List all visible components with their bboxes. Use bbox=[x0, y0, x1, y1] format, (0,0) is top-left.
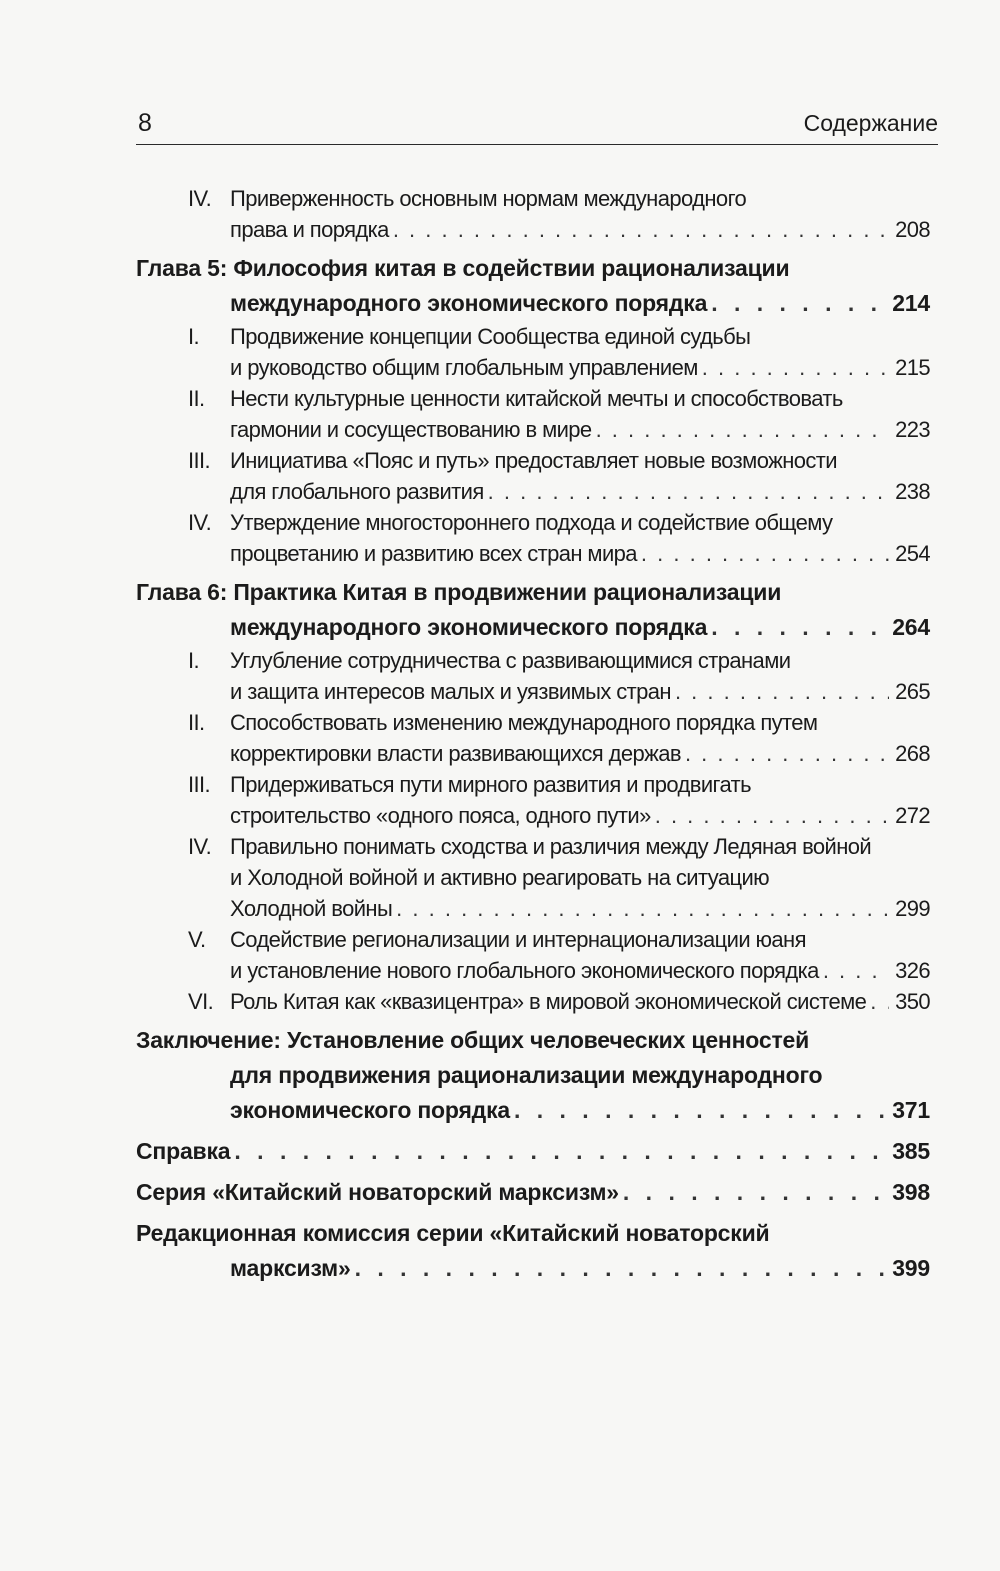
entry-title-text: для глобального развития bbox=[230, 479, 484, 504]
toc-section-entry[interactable] bbox=[136, 924, 930, 986]
dot-leader bbox=[870, 986, 889, 1017]
entry-line bbox=[230, 645, 930, 676]
dot-leader bbox=[596, 414, 890, 445]
entry-title-text: и руководство общим глобальным управлением bbox=[230, 355, 698, 380]
entry-line bbox=[230, 831, 930, 862]
toc-section-entry[interactable] bbox=[136, 831, 930, 924]
toc-section-entry[interactable] bbox=[136, 383, 930, 445]
dot-leader bbox=[488, 476, 889, 507]
entry-title-text: процветанию и развитию всех стран мира bbox=[230, 541, 637, 566]
toc-chapter-entry[interactable] bbox=[136, 1216, 930, 1286]
section-number: IV. bbox=[188, 186, 212, 211]
entry-title-text: экономического порядка bbox=[230, 1097, 510, 1123]
section-number: III. bbox=[188, 448, 211, 473]
toc-chapter-entry[interactable] bbox=[136, 251, 930, 321]
entry-line bbox=[230, 507, 930, 538]
entry-title-text: Способствовать изменению международного порядка путем bbox=[230, 710, 818, 735]
dot-leader bbox=[711, 610, 886, 645]
toc-chapter-entry[interactable] bbox=[136, 1175, 930, 1210]
dot-leader bbox=[355, 1251, 887, 1286]
entry-title-text: Справка bbox=[136, 1138, 231, 1164]
section-number: III. bbox=[188, 772, 211, 797]
page-reference: 208 bbox=[895, 217, 930, 242]
entry-title-text: Редакционная комиссия серии «Китайский новаторский bbox=[136, 1220, 770, 1246]
entry-title-text: строительство «одного пояса, одного пути» bbox=[230, 803, 651, 828]
table-of-contents bbox=[136, 183, 930, 1286]
entry-line bbox=[230, 352, 930, 383]
entry-title-text: марксизм» bbox=[230, 1255, 351, 1281]
entry-title-text: и защита интересов малых и уязвимых стран bbox=[230, 679, 671, 704]
page-reference: 268 bbox=[895, 741, 930, 766]
toc-section-entry[interactable] bbox=[136, 645, 930, 707]
dot-leader bbox=[655, 800, 889, 831]
entry-title-text: Глава 5: Философия китая в содействии рационализации bbox=[136, 255, 790, 281]
entry-line bbox=[230, 383, 930, 414]
toc-section-entry[interactable] bbox=[136, 507, 930, 569]
entry-title-text: Нести культурные ценности китайской мечты и способствовать bbox=[230, 386, 843, 411]
entry-line bbox=[230, 214, 930, 245]
entry-title-text: права и порядка bbox=[230, 217, 389, 242]
dot-leader bbox=[623, 1175, 886, 1210]
dot-leader bbox=[641, 538, 889, 569]
entry-title-text: для продвижения рационализации международного bbox=[230, 1062, 823, 1088]
page-reference: 299 bbox=[895, 896, 930, 921]
running-title: Содержание bbox=[803, 110, 938, 136]
dot-leader bbox=[685, 738, 889, 769]
toc-section-entry[interactable] bbox=[136, 445, 930, 507]
entry-title-text: Утверждение многостороннего подхода и содействие общему bbox=[230, 510, 833, 535]
page-reference: 223 bbox=[895, 417, 930, 442]
entry-line bbox=[230, 610, 930, 645]
page-reference: 371 bbox=[892, 1097, 930, 1123]
entry-title-text: корректировки власти развивающихся держав bbox=[230, 741, 681, 766]
entry-title-text: Содействие регионализации и интернационализации юаня bbox=[230, 927, 806, 952]
section-number: I. bbox=[188, 324, 200, 349]
entry-line bbox=[230, 1093, 930, 1128]
page-number: 8 bbox=[138, 109, 152, 137]
toc-chapter-entry[interactable] bbox=[136, 1134, 930, 1169]
page-reference: 238 bbox=[895, 479, 930, 504]
dot-leader bbox=[702, 352, 889, 383]
toc-section-entry[interactable] bbox=[136, 183, 930, 245]
entry-line bbox=[230, 986, 930, 1017]
page-reference: 214 bbox=[892, 290, 930, 316]
page-reference: 385 bbox=[892, 1138, 930, 1164]
entry-line bbox=[136, 575, 930, 610]
entry-title-text: гармонии и сосуществованию в мире bbox=[230, 417, 592, 442]
dot-leader bbox=[823, 955, 889, 986]
entry-title-text: международного экономического порядка bbox=[230, 290, 708, 316]
entry-line bbox=[230, 476, 930, 507]
entry-line bbox=[230, 538, 930, 569]
page-reference: 350 bbox=[895, 989, 930, 1014]
entry-line bbox=[230, 862, 930, 893]
dot-leader bbox=[393, 214, 889, 245]
entry-line bbox=[230, 924, 930, 955]
entry-line bbox=[230, 414, 930, 445]
section-number: II. bbox=[188, 710, 205, 735]
entry-line bbox=[230, 676, 930, 707]
dot-leader bbox=[711, 286, 886, 321]
entry-line bbox=[230, 893, 930, 924]
entry-line bbox=[230, 183, 930, 214]
section-number: VI. bbox=[188, 989, 214, 1014]
entry-line bbox=[230, 1058, 930, 1093]
entry-title-text: Инициатива «Пояс и путь» предоставляет новые возможности bbox=[230, 448, 837, 473]
page-reference: 399 bbox=[892, 1255, 930, 1281]
dot-leader bbox=[396, 893, 889, 924]
entry-title-text: и Холодной войной и активно реагировать на ситуацию bbox=[230, 865, 770, 890]
page-reference: 326 bbox=[895, 958, 930, 983]
entry-title-text: Продвижение концепции Сообщества единой судьбы bbox=[230, 324, 751, 349]
section-number: IV. bbox=[188, 510, 212, 535]
entry-line bbox=[230, 1251, 930, 1286]
section-number: II. bbox=[188, 386, 205, 411]
entry-line bbox=[136, 251, 930, 286]
entry-title-text: Углубление сотрудничества с развивающимися странами bbox=[230, 648, 791, 673]
entry-title-text: и установление нового глобального экономического порядка bbox=[230, 958, 819, 983]
entry-line bbox=[136, 1216, 930, 1251]
entry-title-text: Роль Китая как «квазицентра» в мировой экономической системе bbox=[230, 989, 867, 1014]
toc-section-entry[interactable] bbox=[136, 769, 930, 831]
toc-section-entry[interactable] bbox=[136, 707, 930, 769]
page-reference: 398 bbox=[892, 1179, 930, 1205]
entry-line bbox=[230, 286, 930, 321]
section-number: V. bbox=[188, 927, 206, 952]
entry-title-text: Приверженность основным нормам международного bbox=[230, 186, 747, 211]
page-reference: 272 bbox=[895, 803, 930, 828]
entry-line bbox=[230, 707, 930, 738]
entry-title-text: Придерживаться пути мирного развития и продвигать bbox=[230, 772, 751, 797]
section-number: IV. bbox=[188, 834, 212, 859]
entry-line bbox=[136, 1023, 930, 1058]
entry-line bbox=[230, 321, 930, 352]
page-reference: 254 bbox=[895, 541, 930, 566]
page-reference: 264 bbox=[892, 614, 930, 640]
dot-leader bbox=[234, 1134, 886, 1169]
toc-chapter-entry[interactable] bbox=[136, 1023, 930, 1128]
entry-line bbox=[230, 445, 930, 476]
toc-section-entry[interactable] bbox=[136, 986, 930, 1017]
section-number: I. bbox=[188, 648, 200, 673]
dot-leader bbox=[675, 676, 889, 707]
page-reference: 215 bbox=[895, 355, 930, 380]
entry-title-text: Правильно понимать сходства и различия между Ледяная войной bbox=[230, 834, 872, 859]
page-header bbox=[136, 108, 938, 145]
dot-leader bbox=[514, 1093, 886, 1128]
entry-line bbox=[230, 800, 930, 831]
entry-title-text: Глава 6: Практика Китая в продвижении рационализации bbox=[136, 579, 782, 605]
entry-title-text: международного экономического порядка bbox=[230, 614, 708, 640]
entry-title-text: Заключение: Установление общих человеческих ценностей bbox=[136, 1027, 810, 1053]
page-reference: 265 bbox=[895, 679, 930, 704]
toc-chapter-entry[interactable] bbox=[136, 575, 930, 645]
entry-title-text: Серия «Китайский новаторский марксизм» bbox=[136, 1179, 619, 1205]
toc-section-entry[interactable] bbox=[136, 321, 930, 383]
entry-line bbox=[230, 738, 930, 769]
entry-line bbox=[230, 769, 930, 800]
entry-line bbox=[136, 1134, 930, 1169]
entry-title-text: Холодной войны bbox=[230, 896, 393, 921]
entry-line bbox=[136, 1175, 930, 1210]
entry-line bbox=[230, 955, 930, 986]
